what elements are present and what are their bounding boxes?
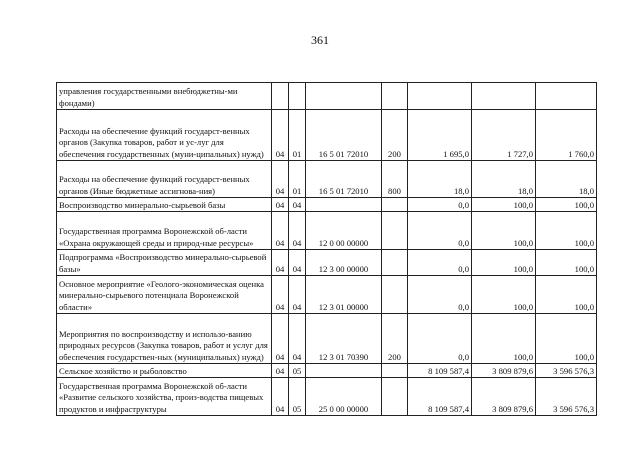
section-code: 04 bbox=[272, 276, 289, 314]
expense-type-code: 200 bbox=[382, 314, 408, 364]
subsection-code: 04 bbox=[289, 212, 306, 250]
amount-year-2: 3 809 879,6 bbox=[472, 378, 536, 416]
amount-year-2: 1 727,0 bbox=[472, 110, 536, 161]
amount-year-1: 8 109 587,4 bbox=[408, 378, 472, 416]
subsection-code: 01 bbox=[289, 161, 306, 198]
amount-year-2: 100,0 bbox=[472, 276, 536, 314]
table-row bbox=[57, 198, 597, 212]
amount-year-1: 0,0 bbox=[408, 198, 472, 212]
row-name: Воспроизводство минерально-сырьевой базы bbox=[57, 198, 272, 212]
section-code: 04 bbox=[272, 161, 289, 198]
table-row bbox=[57, 364, 597, 378]
subsection-code: 05 bbox=[289, 364, 306, 378]
section-code: 04 bbox=[272, 364, 289, 378]
amount-year-1 bbox=[408, 83, 472, 110]
amount-year-1: 0,0 bbox=[408, 276, 472, 314]
amount-year-3: 100,0 bbox=[536, 314, 597, 364]
row-name: Государственная программа Воронежской об-ласти «Охрана окружающей среды и природ-ные ресурсы» bbox=[57, 212, 272, 250]
subsection-code: 01 bbox=[289, 110, 306, 161]
subsection-code: 04 bbox=[289, 250, 306, 276]
amount-year-2: 100,0 bbox=[472, 314, 536, 364]
section-code: 04 bbox=[272, 110, 289, 161]
amount-year-2: 18,0 bbox=[472, 161, 536, 198]
table-row bbox=[57, 250, 597, 276]
expense-type-code bbox=[382, 212, 408, 250]
expense-type-code bbox=[382, 83, 408, 110]
row-name: Расходы на обеспечение функций государст-венных органов (Иные бюджетные ассигнова-ния) bbox=[57, 161, 272, 198]
amount-year-1: 0,0 bbox=[408, 212, 472, 250]
target-article-code: 16 5 01 72010 bbox=[306, 110, 382, 161]
section-code: 04 bbox=[272, 378, 289, 416]
target-article-code bbox=[306, 364, 382, 378]
expense-type-code bbox=[382, 364, 408, 378]
table-row bbox=[57, 212, 597, 250]
budget-table bbox=[56, 82, 597, 416]
target-article-code bbox=[306, 83, 382, 110]
subsection-code: 04 bbox=[289, 314, 306, 364]
target-article-code: 12 3 00 00000 bbox=[306, 250, 382, 276]
table-row bbox=[57, 314, 597, 364]
row-name: управления государственными внебюджетны-ми фондами) bbox=[57, 83, 272, 110]
amount-year-2: 100,0 bbox=[472, 250, 536, 276]
amount-year-1: 0,0 bbox=[408, 250, 472, 276]
target-article-code: 16 5 01 72010 bbox=[306, 161, 382, 198]
target-article-code: 12 3 01 00000 bbox=[306, 276, 382, 314]
row-name: Мероприятия по воспроизводству и использо-ванию природных ресурсов (Закупка товаров, работ и услуг для обеспечения государствен-ных (муниципальных) нужд) bbox=[57, 314, 272, 364]
amount-year-3: 3 596 576,3 bbox=[536, 364, 597, 378]
subsection-code bbox=[289, 83, 306, 110]
expense-type-code bbox=[382, 250, 408, 276]
target-article-code: 25 0 00 00000 bbox=[306, 378, 382, 416]
subsection-code: 04 bbox=[289, 276, 306, 314]
expense-type-code bbox=[382, 378, 408, 416]
section-code: 04 bbox=[272, 250, 289, 276]
amount-year-3: 18,0 bbox=[536, 161, 597, 198]
amount-year-2: 100,0 bbox=[472, 212, 536, 250]
row-name: Государственная программа Воронежской об-ласти «Развитие сельского хозяйства, произ-водства пищевых продуктов и инфраструктуры bbox=[57, 378, 272, 416]
page-number: 361 bbox=[311, 33, 329, 47]
table-row bbox=[57, 378, 597, 416]
amount-year-1: 0,0 bbox=[408, 314, 472, 364]
amount-year-3: 1 760,0 bbox=[536, 110, 597, 161]
amount-year-1: 18,0 bbox=[408, 161, 472, 198]
target-article-code bbox=[306, 198, 382, 212]
target-article-code: 12 3 01 70390 bbox=[306, 314, 382, 364]
table-row bbox=[57, 83, 597, 110]
amount-year-2: 100,0 bbox=[472, 198, 536, 212]
table-row bbox=[57, 276, 597, 314]
section-code: 04 bbox=[272, 314, 289, 364]
subsection-code: 04 bbox=[289, 198, 306, 212]
section-code: 04 bbox=[272, 212, 289, 250]
amount-year-3: 100,0 bbox=[536, 212, 597, 250]
target-article-code: 12 0 00 00000 bbox=[306, 212, 382, 250]
amount-year-2: 3 809 879,6 bbox=[472, 364, 536, 378]
expense-type-code: 200 bbox=[382, 110, 408, 161]
expense-type-code bbox=[382, 276, 408, 314]
row-name: Сельское хозяйство и рыболовство bbox=[57, 364, 272, 378]
amount-year-2 bbox=[472, 83, 536, 110]
amount-year-3: 100,0 bbox=[536, 276, 597, 314]
amount-year-3: 100,0 bbox=[536, 198, 597, 212]
table-row bbox=[57, 110, 597, 161]
subsection-code: 05 bbox=[289, 378, 306, 416]
amount-year-3: 100,0 bbox=[536, 250, 597, 276]
section-code bbox=[272, 83, 289, 110]
expense-type-code bbox=[382, 198, 408, 212]
amount-year-1: 1 695,0 bbox=[408, 110, 472, 161]
row-name: Основное мероприятие «Геолого-экономическая оценка минерально-сырьевого потенциала Воронежской области» bbox=[57, 276, 272, 314]
table-row bbox=[57, 161, 597, 198]
row-name: Подпрограмма «Воспроизводство минерально-сырьевой базы» bbox=[57, 250, 272, 276]
amount-year-1: 8 109 587,4 bbox=[408, 364, 472, 378]
row-name: Расходы на обеспечение функций государст-венных органов (Закупка товаров, работ и ус-луг для обеспечения государственных (муни-ципальных) нужд) bbox=[57, 110, 272, 161]
expense-type-code: 800 bbox=[382, 161, 408, 198]
amount-year-3 bbox=[536, 83, 597, 110]
amount-year-3: 3 596 576,3 bbox=[536, 378, 597, 416]
section-code: 04 bbox=[272, 198, 289, 212]
